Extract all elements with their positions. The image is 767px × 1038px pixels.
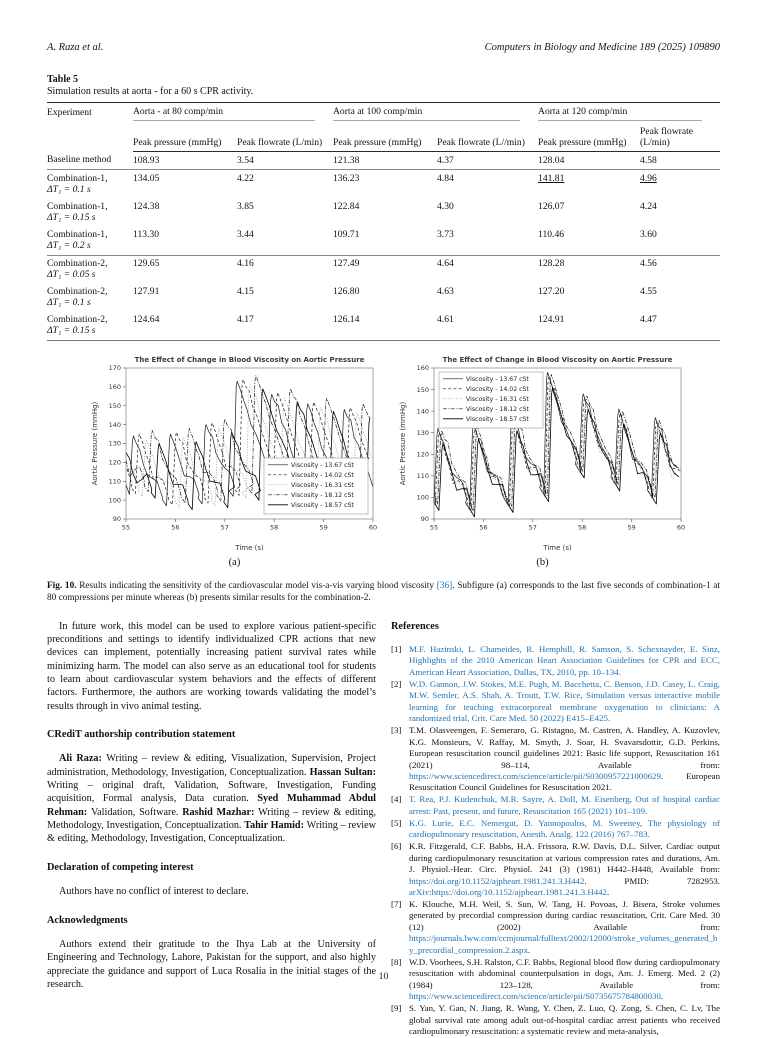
svg-text:56: 56	[170, 523, 180, 532]
reference-link[interactable]: K.G. Lurie, E.C. Nemergut, D. Yannopoulos, M. Sweeney, The physiology of cardiopulmonary resuscitation, Anesth. Analg. 122 (2016) 767–783.	[409, 817, 720, 840]
text-run: K. Klouche, M.H. Weil, S. Sun, W. Tang, H. Povoas, J. Bisera, Stroke volumes generated by precordial compression during cardiac resuscitation, Crit. Care Med. 30 (12) (2002) Available from:	[409, 898, 720, 932]
value-cell: 4.30	[437, 200, 454, 212]
reference-number: [8]	[391, 956, 402, 967]
text-run: W.D. Voorhees, S.H. Ralston, C.F. Babbs, Regional blood flow during cardiopulmonary resuscitation with abdominal counterpulsation in dogs, Am. J. Emerg. Med. 2 (2) (1984) 123–128, Available from:	[409, 956, 720, 990]
contributor-name: Ali Raza:	[59, 753, 107, 765]
value-cell: 124.91	[538, 314, 565, 326]
value-cell: 127.20	[538, 286, 565, 298]
header-author: A. Raza et al.	[47, 42, 104, 53]
contributor-name: Tahir Hamid:	[244, 820, 307, 832]
figure-10	[47, 353, 720, 568]
svg-text:120: 120	[416, 450, 429, 459]
chart-b	[397, 353, 689, 553]
text-run: .	[660, 991, 664, 1002]
experiment-label: Combination-1, ΔT₁ = 0.1 s	[47, 172, 108, 195]
value-cell: 4.16	[237, 258, 254, 270]
reference-number: [6]	[391, 841, 402, 852]
value-cell: 3.54	[237, 152, 333, 170]
reference-item	[391, 818, 720, 841]
column-header-pressure-80: Peak pressure (mmHg)	[133, 123, 237, 152]
svg-text:110: 110	[416, 471, 429, 480]
svg-text:100: 100	[108, 496, 121, 505]
svg-text:140: 140	[108, 420, 121, 429]
svg-text:59: 59	[626, 523, 636, 532]
results-table	[47, 102, 720, 341]
svg-text:60: 60	[368, 523, 377, 532]
value-cell: 127.91	[133, 286, 160, 298]
svg-text:60: 60	[676, 523, 685, 532]
reference-link[interactable]: https://www.sciencedirect.com/science/article/pii/S0735675784800030	[409, 991, 661, 1002]
table-caption: Simulation results at aorta - for a 60 s CPR activity.	[47, 86, 254, 97]
credit-paragraph	[47, 752, 376, 845]
value-cell: 3.73	[437, 226, 538, 255]
svg-text:Viscosity - 18.12 cSt: Viscosity - 18.12 cSt	[290, 491, 354, 499]
reference-text	[409, 725, 720, 794]
value-cell: 129.65	[133, 258, 160, 270]
value-cell: 4.64	[437, 258, 454, 270]
reference-number: [5]	[391, 817, 402, 828]
page-header	[47, 42, 720, 53]
page-number: 10	[378, 971, 389, 982]
column-header-pressure-120: Peak pressure (mmHg)	[538, 123, 640, 152]
svg-text:160: 160	[416, 364, 429, 373]
reference-link[interactable]: M.F. Hazinski, L. Chameides, R. Hemphill, R. Samson, S. Schexnayder, E. Sinz, Highlights of the 2010 American Heart Association Guidelines for CPR and ECC, American Heart Association, Dallas, TX, 2010, pp. 10–134.	[409, 644, 720, 677]
reference-text	[409, 1003, 720, 1037]
contributor-roles: Writing – original draft, Validation, Software, Investigation, Funding acquisition, Formal analysis, Data curation.	[47, 780, 376, 805]
svg-text:150: 150	[416, 385, 429, 394]
svg-text:90: 90	[112, 515, 121, 524]
svg-text:Aortic Pressure (mmHg): Aortic Pressure (mmHg)	[398, 401, 407, 486]
references-heading: References	[391, 620, 439, 632]
reference-item	[391, 725, 720, 794]
text-run: . Subfigure (a) corresponds to the last five seconds of combination-1 at 80 compressions per minute whereas (b) presents similar results for the combination-2.	[47, 580, 721, 603]
subfigure-b	[397, 353, 689, 568]
experiment-label: Baseline method	[47, 152, 133, 170]
acknowledgments-paragraph: Authors extend their gratitude to the Ihya Lab at the University of Engineering and Technology, Lahore, Pakistan for the support, and also highly appreciate the guidance and support of Luca Rosalia in the initial stages of the research.	[47, 938, 376, 990]
table-row	[47, 255, 720, 284]
value-cell: 113.30	[133, 226, 237, 255]
group-header-80: Aorta - at 80 comp/min	[133, 103, 333, 124]
svg-text:Aortic Pressure (mmHg): Aortic Pressure (mmHg)	[90, 401, 99, 486]
svg-text:150: 150	[108, 401, 121, 410]
text-run: . European Resuscitation Council Guidelines for Resuscitation 2021.	[409, 771, 720, 793]
reference-item	[391, 644, 720, 678]
reference-number: [9]	[391, 1003, 402, 1014]
value-cell: 4.47	[640, 314, 657, 326]
svg-text:55: 55	[429, 523, 438, 532]
column-header-pressure-100: Peak pressure (mmHg)	[333, 123, 437, 152]
svg-text:Viscosity - 14.02 cSt: Viscosity - 14.02 cSt	[290, 471, 354, 479]
column-header-flowrate-100: Peak flowrate (L//min)	[437, 123, 538, 152]
value-cell: 126.07	[538, 200, 565, 212]
reference-link[interactable]: [36]	[436, 580, 453, 591]
svg-text:90: 90	[420, 515, 429, 524]
svg-text:The Effect of Change in Blood: The Effect of Change in Blood Viscosity on Aortic Pressure	[134, 355, 364, 364]
svg-text:120: 120	[108, 458, 121, 467]
svg-text:58: 58	[269, 523, 278, 532]
declaration-paragraph: Authors have no conflict of interest to declare.	[59, 886, 249, 898]
svg-text:Viscosity - 14.02 cSt: Viscosity - 14.02 cSt	[465, 385, 529, 393]
experiment-label: Combination-1, ΔT₁ = 0.2 s	[47, 226, 133, 255]
table-row	[47, 284, 720, 312]
value-cell: 136.23	[333, 172, 360, 184]
svg-text:Time (s): Time (s)	[234, 543, 264, 552]
text-run: Fig. 10.	[47, 580, 77, 591]
group-header-100: Aorta at 100 comp/min	[333, 103, 538, 124]
value-cell: 124.38	[133, 200, 160, 212]
text-run: . PMID: 7282953.	[584, 875, 720, 886]
value-cell: 4.63	[437, 286, 454, 298]
svg-text:The Effect of Change in Blood: The Effect of Change in Blood Viscosity on Aortic Pressure	[442, 355, 672, 364]
svg-text:Viscosity - 16.31 cSt: Viscosity - 16.31 cSt	[290, 481, 354, 489]
value-cell: 126.80	[333, 286, 360, 298]
value-cell: 4.84	[437, 172, 454, 184]
value-cell: 4.61	[437, 314, 454, 326]
reference-link[interactable]: https://www.sciencedirect.com/science/article/pii/S0300957221000629	[409, 771, 661, 781]
reference-link[interactable]: https://doi.org/10.1152/ajpheart.1981.241.3.H442	[409, 875, 585, 886]
value-cell: 4.24	[640, 200, 657, 212]
group-header-row	[47, 103, 720, 124]
svg-text:Viscosity - 13.67 cSt: Viscosity - 13.67 cSt	[465, 375, 529, 383]
table-row	[47, 170, 720, 199]
experiment-label: Combination-2, ΔT₁ = 0.05 s	[47, 258, 108, 280]
table-row	[47, 198, 720, 226]
svg-text:130: 130	[416, 428, 429, 437]
text-run: T.M. Olasveengen, F. Semeraro, G. Ristagno, M. Castren, A. Handley, A. Kuzovlev, K.G. Monsieurs, V. Raffay, M. Smyth, J. Soar, H. Svavarsdottir, G.D. Perkins, European resuscitation council guidelines 2021: Basic life support, Resuscitation 161 (2021) 98–114, Available from:	[409, 725, 720, 770]
svg-text:Viscosity - 18.57 cSt: Viscosity - 18.57 cSt	[290, 501, 354, 509]
value-cell: 3.60	[640, 226, 720, 255]
acknowledgments-heading: Acknowledgments	[47, 914, 128, 926]
reference-number: [2]	[391, 678, 402, 689]
text-run: .	[527, 944, 531, 955]
results-table-body	[47, 152, 720, 341]
svg-text:55: 55	[121, 523, 130, 532]
value-cell: 127.49	[333, 258, 360, 270]
svg-text:59: 59	[318, 523, 328, 532]
contributor-name: Syed Muhammad Abdul Rehman:	[47, 793, 376, 818]
experiment-label: Combination-2, ΔT₁ = 0.15 s	[47, 314, 108, 337]
value-cell: 4.56	[640, 258, 657, 270]
contributor-roles: Validation, Software.	[90, 806, 183, 818]
contributor-roles: Writing – review & editing, Visualization, Supervision, Project administration, Methodology, Investigation, Conceptualization.	[47, 753, 376, 778]
value-cell: 110.46	[538, 226, 640, 255]
column-header-experiment: Experiment	[47, 107, 92, 118]
reference-text	[409, 679, 720, 725]
reference-number: [3]	[391, 725, 402, 736]
svg-text:Viscosity - 18.12 cSt: Viscosity - 18.12 cSt	[465, 405, 529, 413]
value-cell: 4.58	[640, 152, 720, 170]
value-cell: 108.93	[133, 152, 237, 170]
declaration-heading: Declaration of competing interest	[47, 861, 194, 873]
reference-link[interactable]: T. Rea, P.J. Kudenchuk, M.R. Sayre, A. Doll, M. Eisenberg, Out of hospital cardiac arrest: Past, present, and future, Resuscitation 165 (2021) 101–109.	[409, 794, 720, 816]
experiment-label: Combination-2, ΔT₁ = 0.1 s	[47, 286, 108, 308]
subfigure-a-label: (a)	[228, 556, 241, 568]
svg-text:58: 58	[577, 523, 586, 532]
table-row	[47, 312, 720, 341]
svg-text:57: 57	[528, 523, 537, 532]
column-header-flowrate-80: Peak flowrate (L/min)	[237, 123, 333, 152]
value-cell: 4.17	[237, 314, 254, 326]
value-cell: 4.96	[640, 172, 657, 184]
value-cell: 109.71	[333, 226, 437, 255]
reference-item	[391, 679, 720, 725]
reference-text	[409, 841, 720, 898]
value-cell: 4.55	[640, 286, 657, 298]
reference-item	[391, 794, 720, 817]
table-row	[47, 152, 720, 170]
reference-link[interactable]: W.D. Gannon, J.W. Stokes, M.E. Pugh, M. Bacchetta, C. Benson, J.D. Casey, L. Craig, M.W. Semler, A.S. Shah, A. Troutt, T.W. Rice, Simulation versus interactive mobile learning for teaching extracorporeal membrane oxygenation to clinicians: A randomized trial, Crit. Care Med. 50 (2022) E415–E425.	[409, 678, 720, 724]
value-cell: 4.37	[437, 152, 538, 170]
svg-text:140: 140	[416, 407, 429, 416]
figure-caption	[47, 581, 720, 605]
reference-text	[409, 899, 720, 956]
contributor-roles: Writing – review & editing, Methodology, Investigation, Conceptualization.	[47, 806, 377, 832]
value-cell: 4.22	[237, 172, 254, 184]
reference-number: [1]	[391, 644, 402, 655]
value-cell: 122.84	[333, 200, 360, 212]
text-run: K.R. Fitzgerald, C.F. Babbs, H.A. Frissora, R.W. Davis, D.L. Silver, Cardiac output during cardiopulmonary resuscitation at various compression rates and durations, Am. J. Physiol.-Hear. Circ. Physiol. 241 (3) (1981) H442–H448, Available from:	[409, 841, 720, 875]
value-cell: 124.64	[133, 314, 160, 326]
reference-item	[391, 1003, 720, 1037]
reference-item	[391, 841, 720, 898]
value-cell: 128.04	[538, 152, 640, 170]
contributor-roles: Writing – review & editing, Methodology, Investigation, Conceptualization.	[47, 820, 377, 845]
credit-heading: CRediT authorship contribution statement	[47, 729, 236, 741]
reference-text	[409, 794, 720, 817]
value-cell: 134.05	[133, 172, 160, 184]
subfigure-b-label: (b)	[536, 556, 549, 568]
reference-text	[409, 818, 720, 841]
sub-header-row	[47, 123, 720, 152]
value-cell: 126.14	[333, 314, 360, 326]
reference-item	[391, 899, 720, 956]
reference-number: [7]	[391, 898, 402, 909]
svg-text:56: 56	[478, 523, 488, 532]
svg-text:Time (s): Time (s)	[542, 543, 572, 552]
text-run: S. Yan, Y. Gan, N. Jiang, R. Wang, Y. Chen, Z. Luo, Q. Zong, S. Chen, C. Lv, The global survival rate among adult out-of-hospital cardiac arrest patients who received cardiopulmonary resuscitation: a systematic review and meta-analysis,	[409, 1003, 720, 1036]
svg-text:100: 100	[416, 493, 429, 502]
value-cell: 4.15	[237, 286, 254, 298]
svg-text:Viscosity - 18.57 cSt: Viscosity - 18.57 cSt	[465, 415, 529, 423]
svg-text:Viscosity - 16.31 cSt: Viscosity - 16.31 cSt	[465, 395, 529, 403]
value-cell: 3.85	[237, 200, 254, 212]
svg-text:57: 57	[220, 523, 229, 532]
value-cell: 128.28	[538, 258, 565, 270]
svg-text:170: 170	[108, 364, 121, 373]
experiment-label: Combination-1, ΔT₁ = 0.15 s	[47, 200, 108, 223]
reference-text	[409, 644, 720, 678]
header-journal: Computers in Biology and Medicine 189 (2025) 109890	[484, 42, 720, 53]
svg-text:110: 110	[108, 477, 121, 486]
reference-link[interactable]: arXiv:https://doi.org/10.1152/ajpheart.1981.241.3.H442	[409, 887, 607, 898]
value-cell: 141.81	[538, 172, 565, 184]
reference-link[interactable]: https://journals.lww.com/ccmjournal/fulltext/2002/12000/stroke_volumes_generated_by_precordial_compression.2.aspx	[409, 933, 718, 955]
group-header-120: Aorta at 120 comp/min	[538, 103, 720, 124]
chart-a	[89, 353, 381, 553]
reference-number: [4]	[391, 794, 402, 805]
text-run: .	[606, 887, 610, 898]
subfigure-a	[89, 353, 381, 568]
text-run: Results indicating the sensitivity of the cardiovascular model vis-a-vis varying blood viscosity	[76, 580, 437, 591]
table-row	[47, 226, 720, 255]
svg-text:130: 130	[108, 439, 121, 448]
table-label: Table 5	[47, 74, 79, 85]
svg-text:160: 160	[108, 382, 121, 391]
contributor-name: Hassan Sultan:	[309, 766, 376, 778]
value-cell: 3.44	[237, 226, 333, 255]
svg-text:Viscosity - 13.67 cSt: Viscosity - 13.67 cSt	[290, 461, 354, 469]
column-header-flowrate-120: Peak flowrate (L/min)	[640, 123, 720, 152]
contributor-name: Rashid Mazhar:	[182, 806, 259, 818]
value-cell: 121.38	[333, 152, 437, 170]
future-work-paragraph: In future work, this model can be used to explore various patient-specific preconditions and settings to identify individualized CPR actions that new devices can implement, potentially increasing patient survival rates while minimizing harm. The model can also serve as an educational tool for students to learn about cardiovascular system behaviors and the effects of different factors. Furthermore, the authors are working towards validating the model’s results through in vivo animal testing.	[47, 620, 376, 712]
